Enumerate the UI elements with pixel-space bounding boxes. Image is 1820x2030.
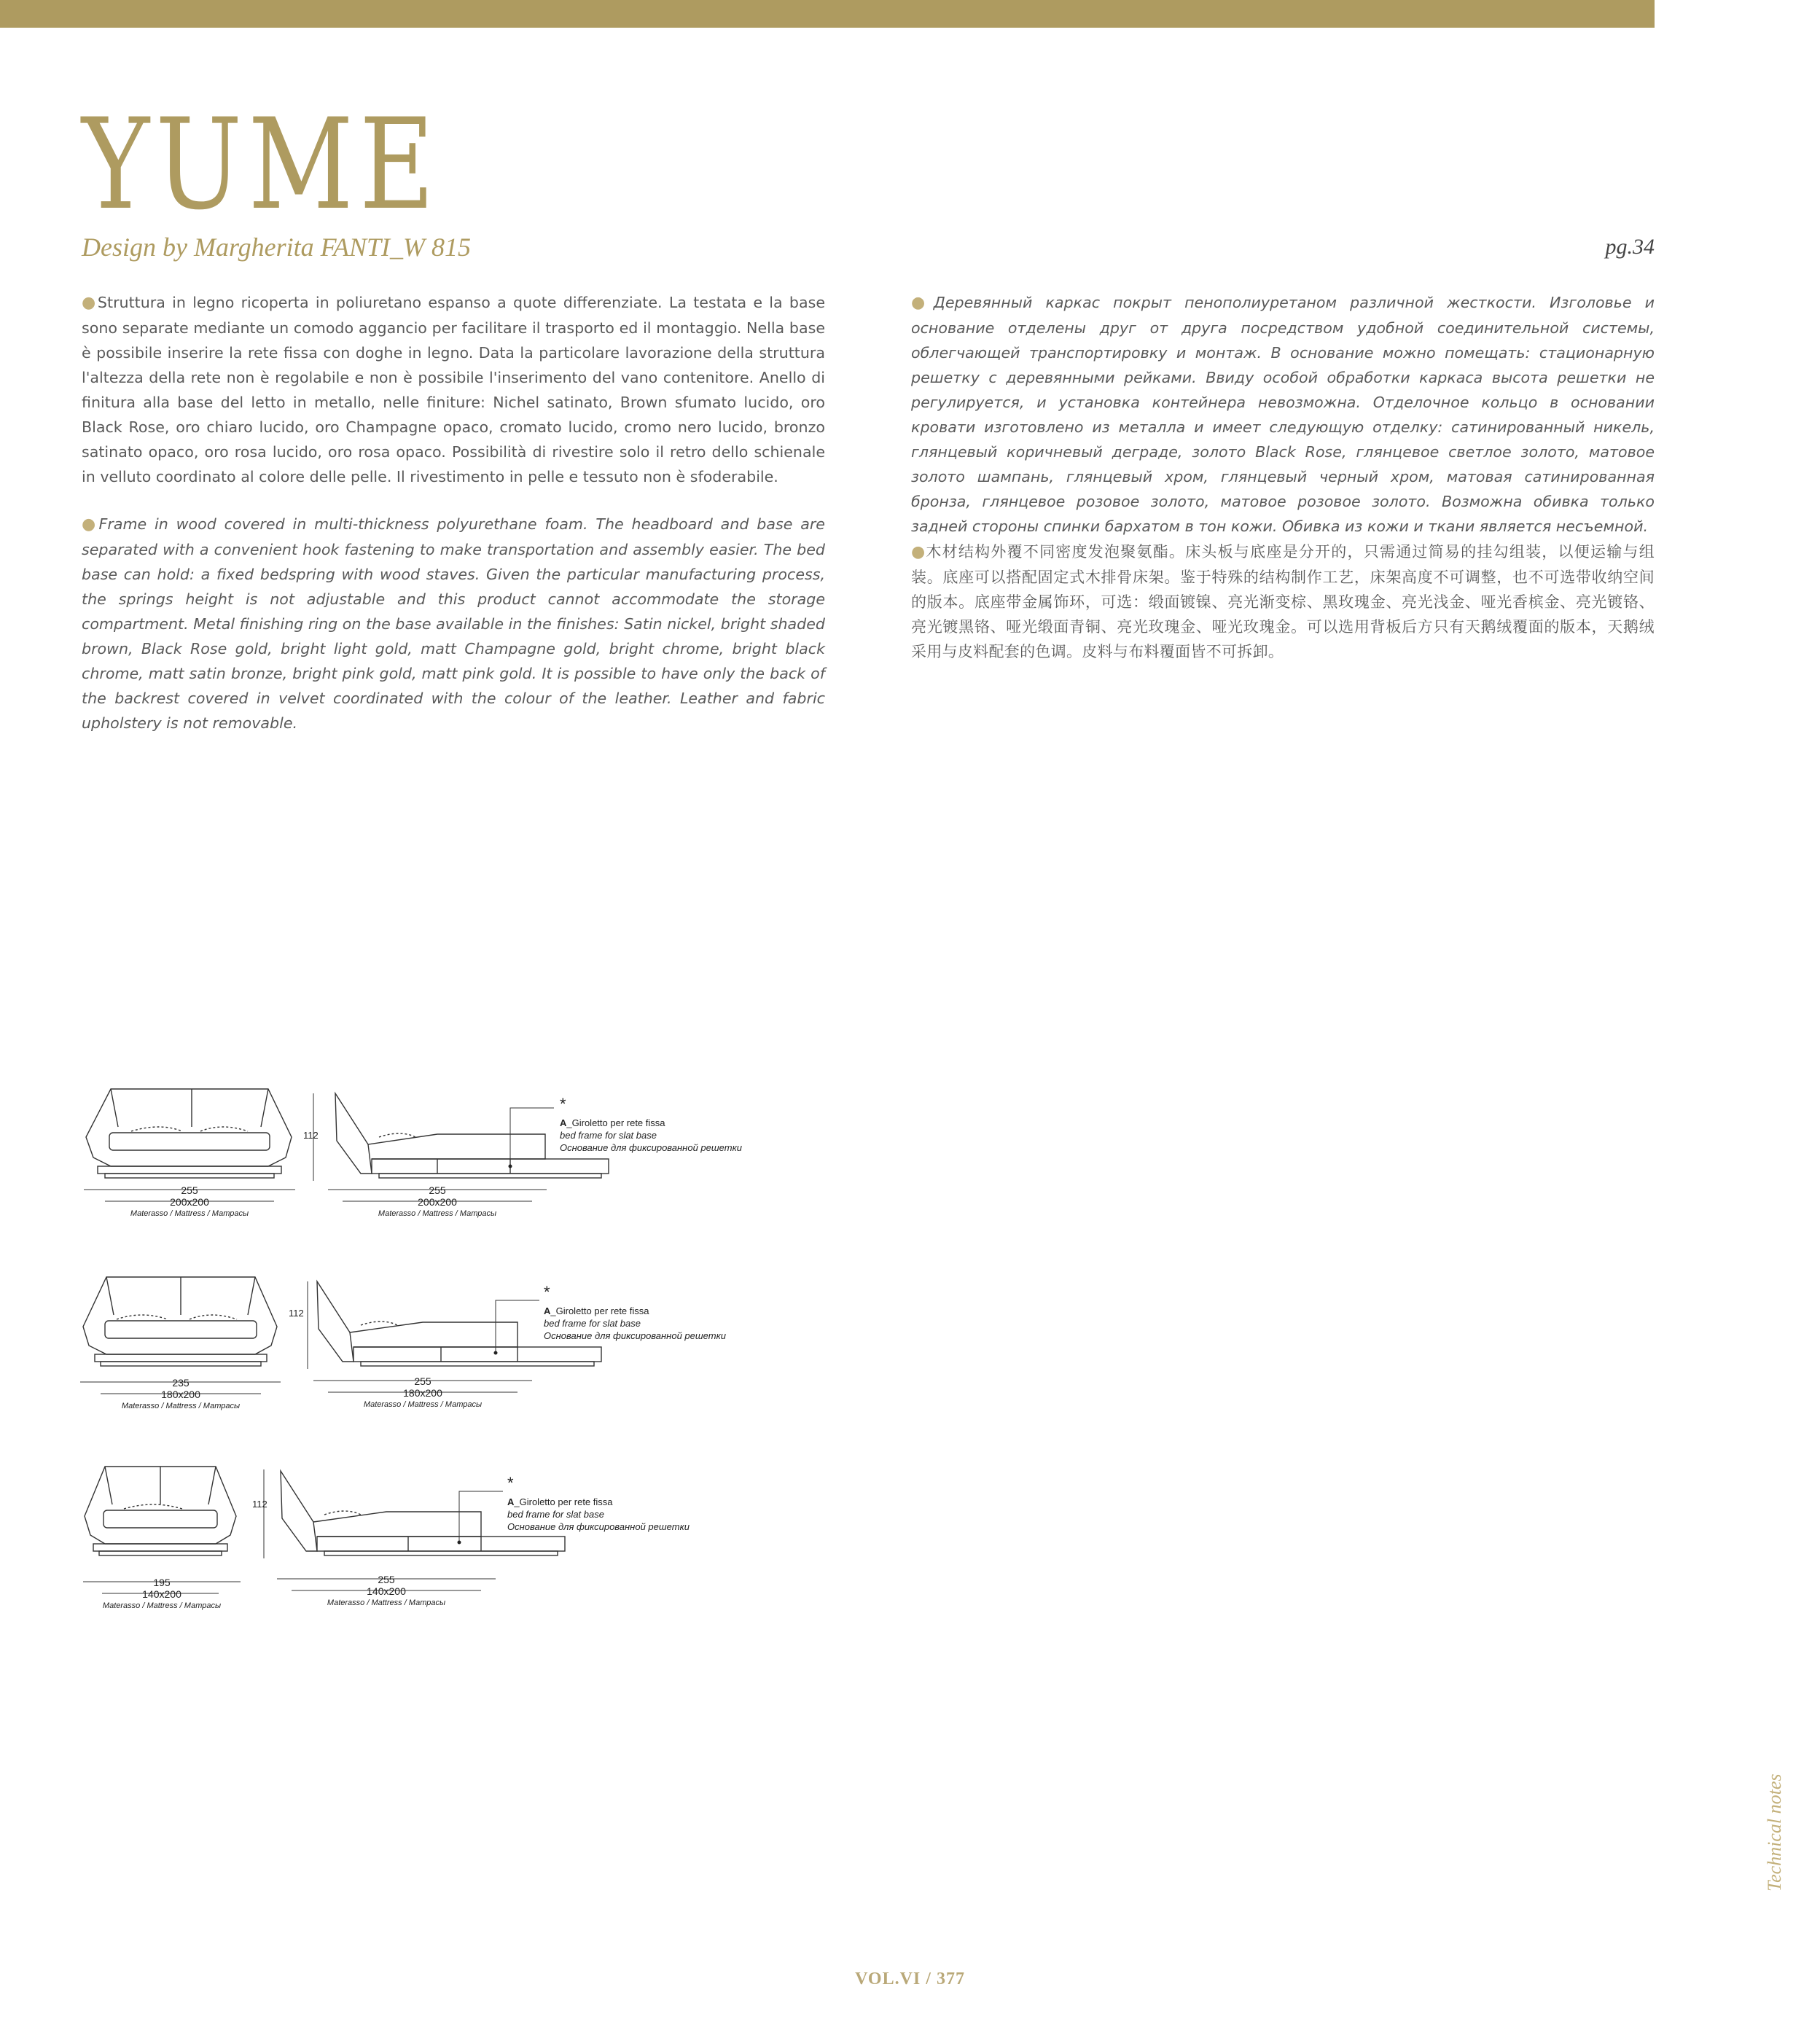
asterisk-icon: * [507,1474,514,1492]
technical-drawing-180 [73,1274,802,1427]
description-english: ●Frame in wood covered in multi-thickness polyurethane foam. The headboard and base are separated with a convenient hook fastening to make transportation and assembly easier. The bed base can hold: a fixed bedspring with wood staves. Given the particular manufacturing process, the springs height is not adjustable and this product cannot accommodate the storage compartment. Metal finishing ring on the base available in the finishes: Satin nickel, bright shaded brown, Black Rose gold, bright light gold, matt Champagne gold, bright chrome, bright black chrome, matt satin bronze, bright pink gold, matt pink gold. It is possible to have only the back of the backrest covered in velvet coordinated with the colour of the leather. Leather and fabric upholstery is not removable. [82,515,825,732]
bed-frame-note: * A_Giroletto per rete fissa bed frame for slat base Основание для фиксированной решетки [544,1283,726,1341]
description-italian: ●Struttura in legno ricoperta in poliuretano espanso a quote differenziate. La testata e la base sono separate mediante un comodo aggancio per facilitare il trasporto ed il montaggio. Nella base è possibile inserire la rete fissa con doghe in legno. Data la particolare lavorazione della struttura l'altezza della rete non è regolabile e non è possibile l'inserimento del vano contenitore. Anello di finitura alla base del letto in metallo, nelle finiture: Nichel satinato, Brown sfumato lucido, oro Black Rose, oro chiaro lucido, oro Champagne opaco, cromato lucido, cromo nero lucido, bronzo satinato opaco, oro rosa lucido, oro rosa opaco. Possibilità di rivestire solo il retro dello schienale in velluto coordinato al colore delle pelle. Il rivestimento in pelle e tessuto non è sfoderabile. [82,294,825,485]
volume-label: VOL.VI [855,1970,921,1988]
asterisk-icon: * [560,1095,566,1113]
page-number: 377 [936,1970,965,1988]
bullet-icon: ● [911,294,934,312]
side-mattress-size: 140x200 [367,1585,406,1597]
mattress-label: Materasso / Mattress / Матрасы [121,1402,241,1410]
description-russian: ●Деревянный каркас покрыт пенополиуретаном различной жесткости. Изголовье и основание отделены друг от друга посредством удобной соединительной системы, облегчающей транспортировку и монтаж. В основание можно помещать: стационарную решетку с деревянными рейками. Ввиду особой обработки каркаса высота решетки не регулируется, и установка контейнера невозможна. Отделочное кольцо в основании кровати изготовлено из металла и имеет следующую отделку: сатинированный никель, глянцевый коричневый деграде, золото Black Rose, глянцевое светлое золото, матовое золото шампань, глянцевый хром, глянцевый черный хром, матовая сатинированная бронза, глянцевое розовое золото, матовое розовое золото. Возможна обивка только задней стороны спинки бархатом в тон кожи. Обивка из кожи и ткани является несъемной. [911,294,1655,535]
asterisk-icon: * [544,1283,550,1301]
side-mattress-size: 200x200 [418,1196,457,1208]
bed-frame-note: * A_Giroletto per rete fissa bed frame for slat base Основание для фиксированной решетки [560,1095,742,1153]
bed-frame-note: * A_Giroletto per rete fissa bed frame for slat base Основание для фиксированной решетки [507,1474,690,1532]
page-footer: VOL.VI / 377 [855,1970,965,1988]
side-length-dimension: 255 [429,1184,446,1196]
front-width-dimension: 195 [153,1577,171,1588]
front-width-dimension: 235 [172,1377,190,1389]
front-mattress-size: 200x200 [170,1196,209,1208]
side-mattress-size: 180x200 [403,1387,442,1399]
side-length-dimension: 255 [378,1574,395,1585]
description-chinese: ●木材结构外覆不同密度发泡聚氨酯。床头板与底座是分开的，只需通过简易的挂勾组装，以便运输与组装。底座可以搭配固定式木排骨床架。鉴于特殊的结构制作工艺，床架高度不可调整，也不可选带收纳空间的版本。底座带金属饰环，可选：缎面镀镍、亮光渐变棕、黑玫瑰金、亮光浅金、哑光香槟金、亮光镀铬、亮光镀黑铬、哑光缎面青铜、亮光玫瑰金、哑光玫瑰金。可以选用背板后方只有天鹅绒覆面的版本，天鹅绒采用与皮料配套的色调。皮料与布料覆面皆不可拆卸。 [911,543,1655,660]
mattress-label: Materasso / Mattress / Матрасы [327,1598,446,1607]
mattress-label: Materasso / Mattress / Матрасы [130,1209,249,1218]
height-dimension: 112 [252,1499,267,1510]
product-title: YUME [82,91,441,238]
technical-drawing-140 [73,1462,802,1615]
bullet-icon: ● [82,294,98,312]
front-width-dimension: 255 [181,1184,198,1196]
height-dimension: 112 [289,1308,304,1319]
front-mattress-size: 140x200 [142,1588,181,1600]
mattress-label: Materasso / Mattress / Матрасы [378,1209,497,1218]
bullet-icon: ● [911,543,926,561]
designer-credit: Design by Margherita FANTI_W 815 [82,233,471,262]
section-side-label: Technical notes [1764,1773,1785,1892]
top-accent-bar [0,0,1655,28]
front-mattress-size: 180x200 [161,1389,200,1400]
bullet-icon: ● [82,515,99,534]
mattress-label: Materasso / Mattress / Матрасы [363,1400,483,1409]
height-dimension: 112 [303,1130,319,1141]
technical-drawing-200 [73,1086,802,1239]
mattress-label: Materasso / Mattress / Матрасы [102,1601,222,1610]
side-length-dimension: 255 [414,1375,431,1387]
page-reference: pg.34 [1605,235,1655,259]
